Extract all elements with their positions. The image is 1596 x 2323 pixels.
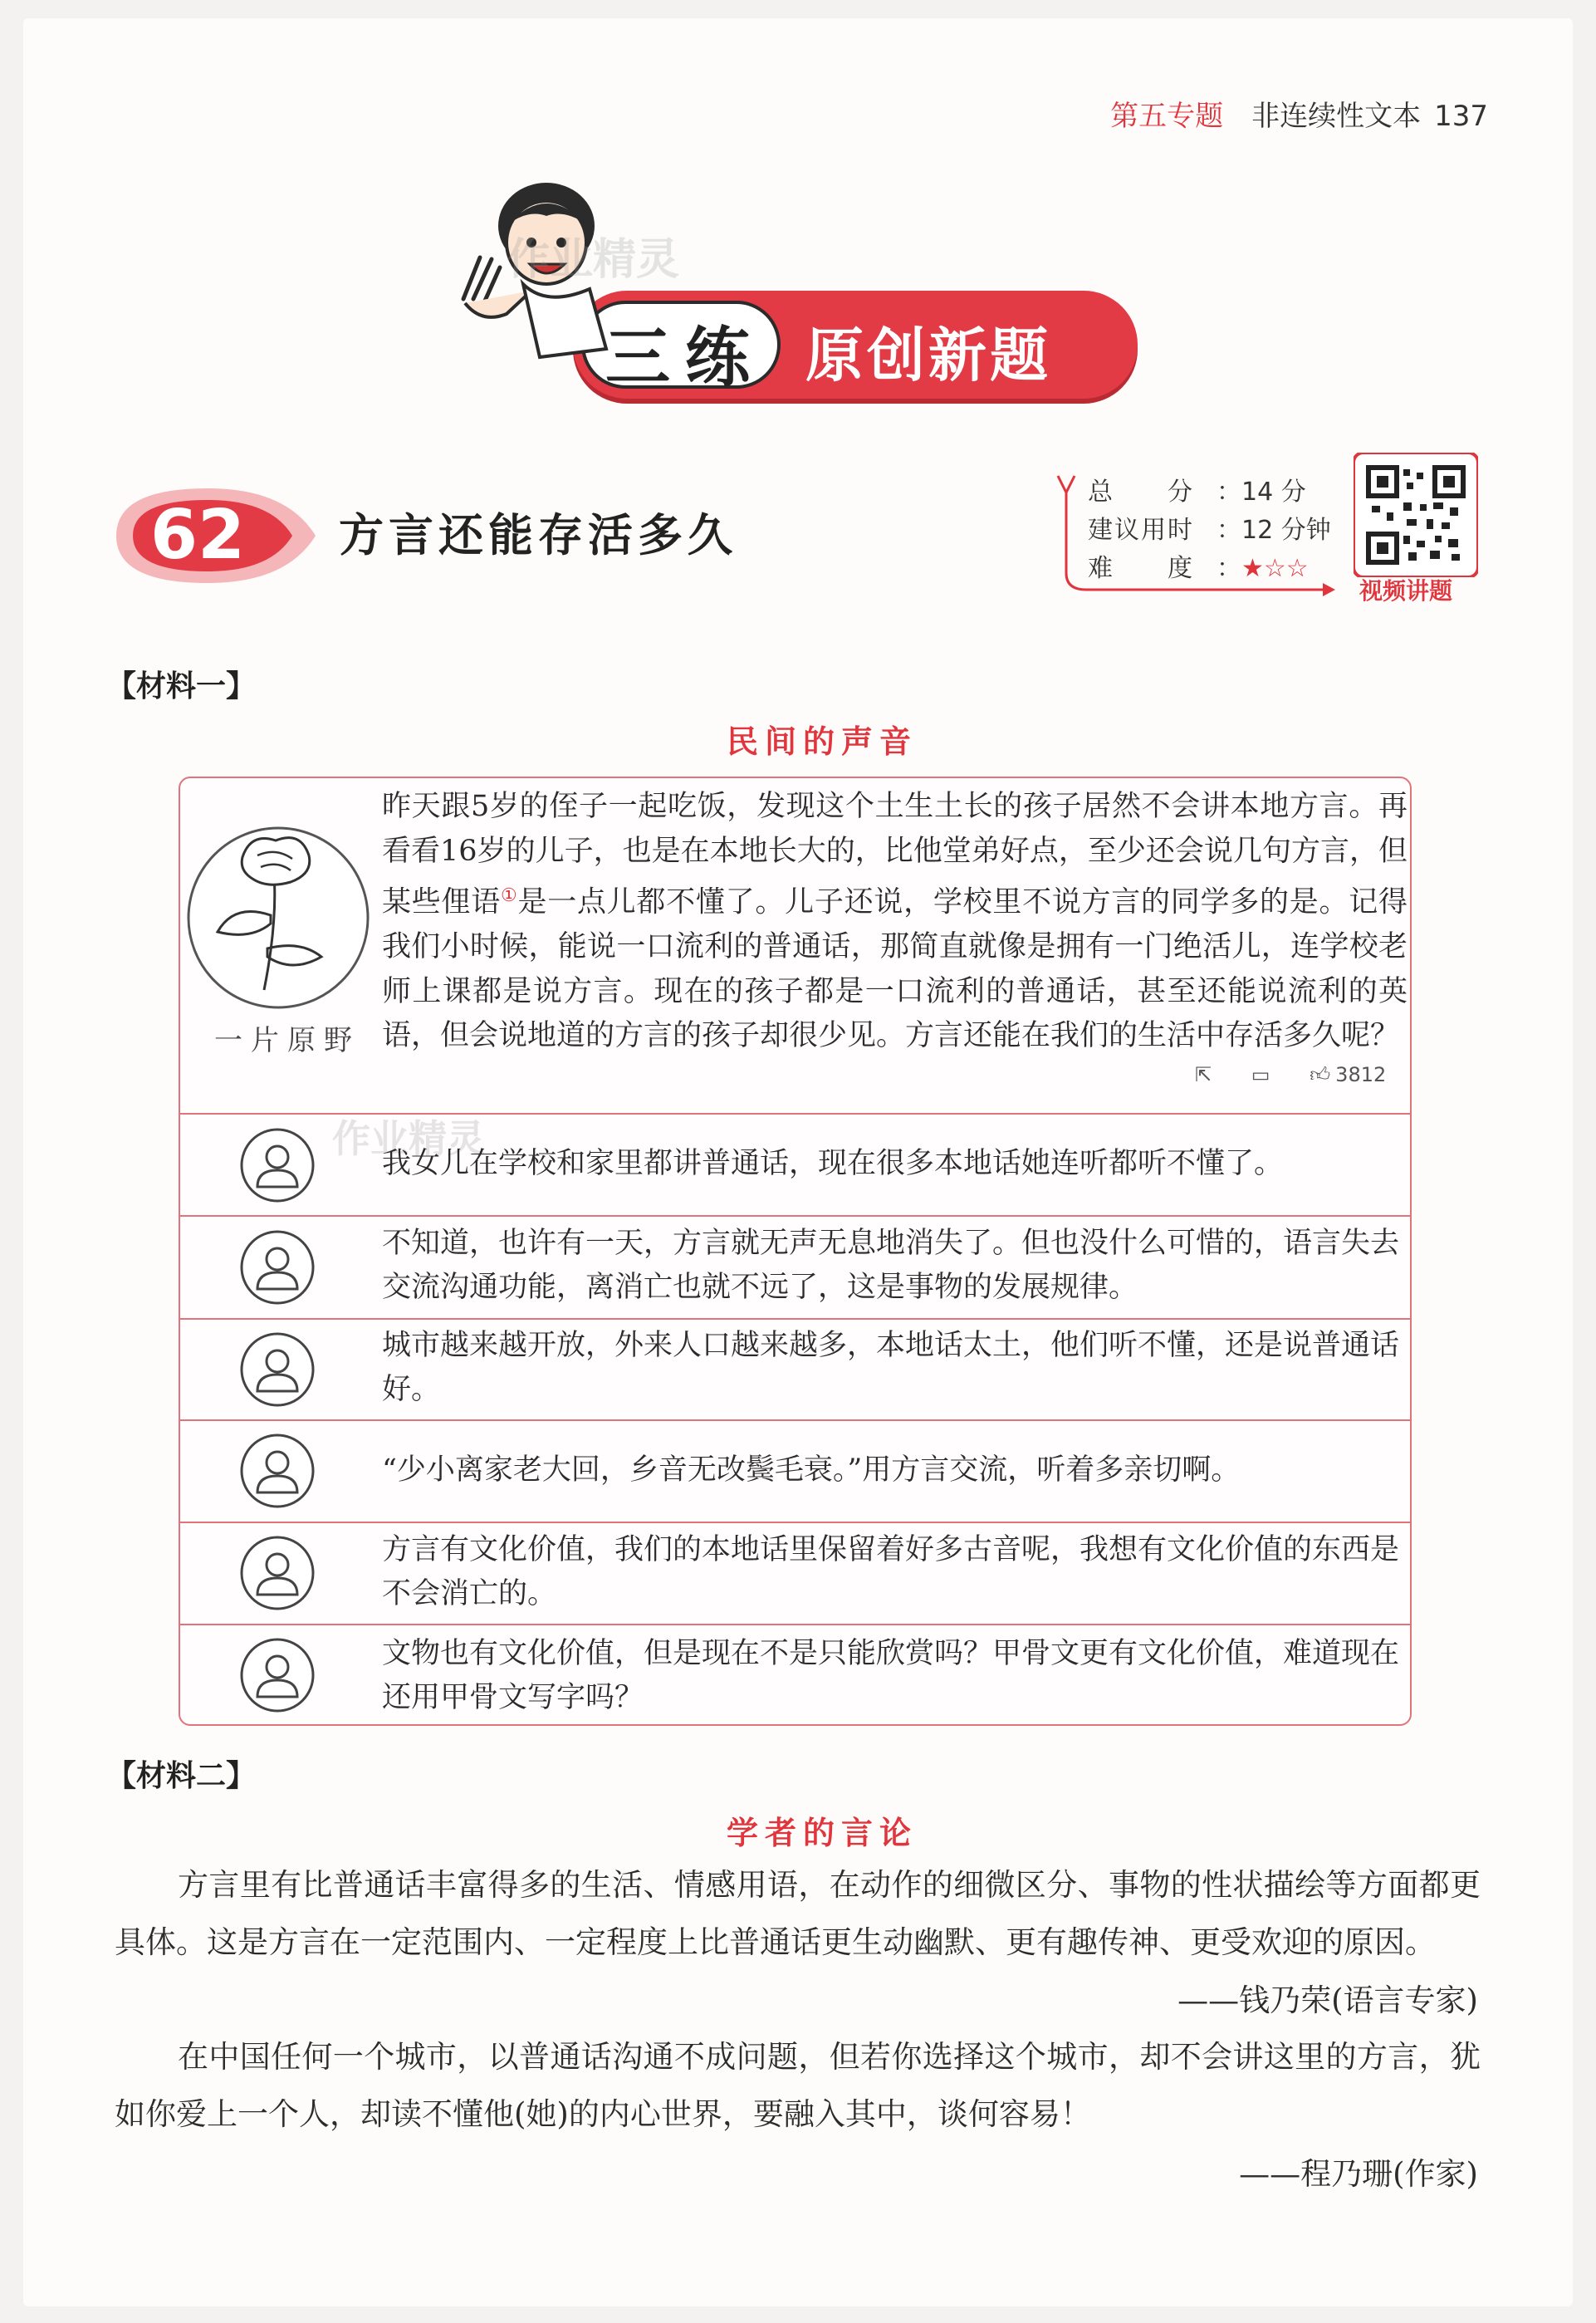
like-count: 3812	[1335, 1063, 1387, 1086]
row-divider	[179, 1624, 1412, 1625]
row-divider	[179, 1318, 1412, 1320]
row-divider	[179, 1522, 1412, 1523]
user-avatar-icon	[239, 1535, 316, 1611]
reply-3: 城市越来越开放，外来人口越来越多，本地话太土，他们听不懂，还是说普通话好。	[382, 1329, 1400, 1406]
lesson-number-badge	[108, 482, 324, 590]
info-time: 建议用时 ：12 分钟	[1088, 516, 1331, 545]
post-actions	[1183, 1063, 1386, 1087]
material2-label: 【材料二】	[106, 1759, 257, 1793]
lesson-title: 方言还能存活多久	[339, 508, 737, 561]
qr-label: 视频讲题	[1359, 577, 1453, 605]
reply-4: “少小离家老大回，乡音无改鬓毛衰。”用方言交流，听着多亲切啊。	[382, 1453, 1241, 1487]
reply-1: 我女儿在学校和家里都讲普通话，现在很多本地话她连听都听不懂了。	[382, 1147, 1284, 1180]
material2-subtitle: 学者的言论	[726, 1814, 918, 1851]
post-content: 昨天跟5岁的侄子一起吃饭，发现这个土生土长的孩子居然不会讲本地方言。再看看16岁的儿子，也是在本地长大的，比他堂弟好点，至少还会说几句方言，但某些俚语①是一点儿都不懂了。儿子还说，学校里不说方言的同学多的是。记得我们小时候，能说一口流利的普通话，那简直就像是拥有一门绝活儿，连学校老师上课都是说方言。现在的孩子都是一口流利的普通话，甚至还能说流利的英语，但会说地道的方言的孩子却很少见。方言还能在我们的生活中存活多久呢？	[382, 790, 1408, 1053]
footnote-marker: ①	[500, 885, 518, 906]
reply-6: 文物也有文化价值，但是现在不是只能欣赏吗？甲骨文更有文化价值，难道现在还用甲骨文写字吗？	[382, 1637, 1400, 1714]
row-divider	[179, 1419, 1412, 1421]
watermark: 作业精灵	[332, 1116, 485, 1161]
row-divider	[179, 1215, 1412, 1217]
reply-2: 不知道，也许有一天，方言就无声无息地消失了。但也没什么可惜的，语言失去交流沟通功能，离消亡也就不远了，这是事物的发展规律。	[382, 1227, 1400, 1304]
quote-1-text: 方言里有比普通话丰富得多的生活、情感用语，在动作的细微区分、事物的性状描绘等方面都更具体。这是方言在一定范围内、一定程度上比普通话更生动幽默、更有趣传神、更受欢迎的原因。	[115, 1867, 1481, 1960]
qr-code-icon[interactable]	[1354, 453, 1478, 577]
like-icon[interactable]: 👍︎	[1310, 1063, 1331, 1086]
running-header	[1110, 93, 1488, 134]
section-subtitle: 非连续性文本	[1251, 100, 1422, 133]
lesson-info	[1088, 473, 1331, 588]
quote-2-text: 在中国任何一个城市，以普通话沟通不成问题，但若你选择这个城市，却不会讲这里的方言，犹如你爱上一个人，却读不懂他(她)的内心世界，要融入其中，谈何容易！	[115, 2039, 1481, 2132]
share-icon[interactable]: ⇱	[1195, 1063, 1212, 1086]
quote-1-source: ——钱乃荣(语言专家)	[1177, 1982, 1478, 2018]
info-total: 总 分 ：14 分	[1088, 478, 1306, 507]
lesson-number: 62	[149, 496, 246, 575]
info-difficulty: 难 度 ：★☆☆	[1088, 554, 1309, 583]
reply-5: 方言有文化价值，我们的本地话里保留着好多古音呢，我想有文化价值的东西是不会消亡的。	[382, 1533, 1400, 1610]
banner-title: 原创新题	[805, 321, 1051, 390]
user-avatar-icon	[239, 1331, 316, 1408]
watermark: 作业精灵	[507, 235, 680, 285]
quote-2-source: ——程乃珊(作家)	[1239, 2156, 1478, 2192]
difficulty-stars: ★☆☆	[1241, 554, 1309, 583]
rose-avatar-icon	[184, 824, 372, 1012]
user-avatar-icon	[239, 1637, 316, 1713]
material1-subtitle: 民间的声音	[726, 723, 918, 760]
user-avatar-icon	[239, 1229, 316, 1306]
section-label: 第五专题	[1110, 100, 1224, 133]
material1-label: 【材料一】	[106, 669, 257, 703]
user-avatar-icon	[239, 1127, 316, 1203]
comment-icon[interactable]: ▭	[1251, 1063, 1270, 1086]
page-number: 137	[1434, 100, 1488, 133]
practice-banner	[448, 166, 1154, 415]
banner-practice-text: 三练	[605, 321, 765, 395]
post-username: 一片原野	[214, 1024, 360, 1057]
user-avatar-icon	[239, 1433, 316, 1509]
